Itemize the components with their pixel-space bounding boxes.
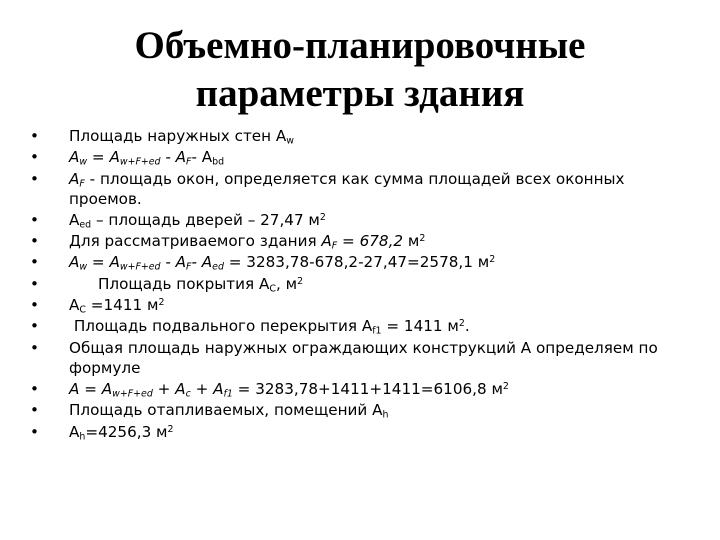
subscript: w	[79, 156, 88, 168]
subscript: C	[79, 304, 86, 316]
item-text: - A	[160, 253, 187, 272]
symbol: A	[69, 169, 80, 188]
subscript: c	[185, 388, 191, 400]
list-item	[30, 422, 702, 442]
item-text: Площадь подвального перекрытия A	[69, 317, 373, 336]
symbol: A	[69, 210, 80, 229]
list-item	[30, 379, 702, 399]
bullet-dot: •	[30, 127, 39, 145]
bullet-dot: •	[30, 422, 39, 441]
item-text: =4256,3 м	[85, 422, 168, 441]
subscript: C	[269, 283, 276, 295]
subscript: w+F+ed	[112, 388, 153, 400]
bullet-dot: •	[30, 232, 39, 251]
subscript: w	[79, 261, 88, 273]
subscript: ed	[79, 219, 92, 231]
item-text: - A	[191, 148, 213, 167]
item-text: Общая площадь наружных ограждающих конструкций A определяем по формуле	[69, 338, 658, 377]
subscript: ed	[212, 261, 224, 273]
list-item	[30, 169, 702, 209]
item-text: = 3283,78-678,2-27,47=2578,1 м	[223, 253, 490, 272]
item-text: = 3283,78+1411+1411=6106,8 м	[232, 379, 503, 398]
bullet-dot: •	[30, 210, 39, 229]
item-text: = A	[79, 379, 113, 398]
bullet-dot: •	[30, 338, 39, 357]
superscript: 2	[502, 380, 509, 392]
item-text: Площадь отапливаемых, помещений A	[69, 401, 383, 420]
item-text: Площадь наружных стен A	[69, 127, 287, 145]
item-text: = A	[87, 253, 120, 272]
superscript: 2	[458, 318, 465, 330]
unit: м	[403, 232, 420, 251]
list-item	[30, 295, 702, 315]
bullet-dot: •	[30, 296, 39, 315]
list-item	[30, 231, 702, 251]
superscript: 2	[297, 275, 304, 287]
superscript: 2	[158, 296, 165, 308]
subscript: f1	[223, 388, 233, 400]
subscript: h	[79, 430, 86, 442]
list-item	[30, 338, 702, 378]
subscript: w+F+ed	[119, 156, 161, 168]
item-text: - площадь окон, определяется как сумма площадей всех оконных проемов.	[69, 169, 625, 208]
symbol: A	[69, 148, 80, 167]
bullet-dot: •	[30, 317, 39, 336]
subscript: F	[186, 156, 192, 168]
list-item	[30, 210, 702, 230]
list-item	[30, 252, 702, 272]
list-item	[30, 316, 702, 336]
subscript: bd	[212, 156, 225, 168]
superscript: 2	[419, 233, 426, 245]
list-item	[30, 126, 702, 146]
subscript: F	[331, 240, 338, 252]
item-text: + A	[152, 379, 186, 398]
subscript: F	[79, 177, 85, 189]
bullet-dot: •	[30, 274, 39, 293]
subscript: w+F+ed	[119, 261, 161, 273]
symbol: A	[69, 253, 80, 272]
symbol: A	[321, 232, 332, 251]
item-text: Для рассматриваемого здания	[69, 232, 322, 251]
item-text: = 678,2	[337, 232, 404, 251]
item-text: = 1411 м	[381, 317, 459, 336]
item-text: = A	[87, 148, 120, 167]
item-text: .	[464, 317, 470, 336]
subscript: f1	[372, 325, 382, 337]
superscript: 2	[489, 254, 496, 266]
item-text: Площадь покрытия A	[69, 274, 270, 293]
item-text: + A	[190, 379, 224, 398]
symbol: A	[69, 422, 80, 441]
bullet-list	[30, 126, 702, 443]
superscript: 2	[167, 423, 174, 435]
title-line-2: параметры здания	[195, 72, 525, 115]
item-text: =1411 м	[85, 296, 159, 315]
bullet-dot: •	[30, 379, 39, 398]
item-text: - A	[191, 253, 213, 272]
item-text: - A	[160, 148, 187, 167]
bullet-dot: •	[30, 169, 39, 188]
slide-title	[60, 22, 660, 118]
superscript: 2	[319, 211, 326, 223]
symbol: A	[69, 296, 80, 315]
symbol: A	[69, 379, 80, 398]
item-text: , м	[275, 274, 298, 293]
list-item	[30, 147, 702, 167]
bullet-dot: •	[30, 401, 39, 420]
bullet-dot: •	[30, 253, 39, 272]
list-item	[30, 274, 702, 294]
subscript: F	[186, 261, 192, 273]
list-item	[30, 400, 702, 420]
subscript: w	[286, 135, 294, 147]
bullet-dot: •	[30, 148, 39, 167]
item-text: – площадь дверей – 27,47 м	[91, 210, 320, 229]
subscript: h	[382, 409, 389, 421]
title-line-1: Объемно-планировочные	[134, 24, 586, 67]
